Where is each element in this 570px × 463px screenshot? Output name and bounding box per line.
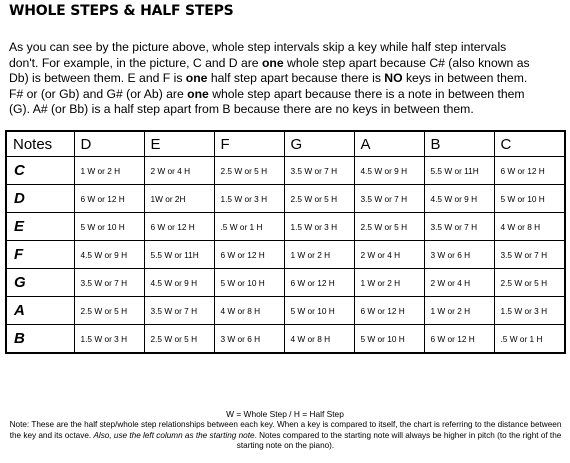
table-cell: 2.5 W or 5 H (494, 269, 565, 297)
table-cell: 5.5 W or 11H (424, 157, 494, 185)
table-cell: 4 W or 8 H (494, 213, 565, 241)
interval-table (5, 130, 566, 354)
row-label: A (6, 297, 74, 325)
emphasis: one (187, 86, 209, 101)
table-cell: 4 W or 8 H (284, 325, 354, 354)
intro-line: As you can see by the picture above, whole step intervals skip a key while half step intervals (9, 40, 507, 54)
table-cell: 5.5 W or 11H (144, 241, 214, 269)
table-cell: 6 W or 12 H (74, 185, 144, 213)
table-cell: 6 W or 12 H (144, 213, 214, 241)
table-cell: 3 W or 6 H (424, 241, 494, 269)
table-cell: 4.5 W or 9 H (354, 157, 424, 185)
table-row (6, 269, 565, 297)
corner-header: Notes (6, 131, 74, 157)
table-cell: 1.5 W or 3 H (214, 185, 284, 213)
table-cell: 2.5 W or 5 H (74, 297, 144, 325)
row-label: D (6, 185, 74, 213)
table-cell: 2.5 W or 5 H (354, 213, 424, 241)
intro-line: half step apart because there is (207, 71, 385, 86)
row-label: B (6, 325, 74, 354)
table-cell: 2 W or 4 H (354, 241, 424, 269)
table-cell: 3.5 W or 7 H (144, 297, 214, 325)
table-cell: 1 W or 2 H (74, 157, 144, 185)
row-label: F (6, 241, 74, 269)
intro-line: don't. For example, in the picture, C and D are (9, 55, 262, 70)
table-cell: 1W or 2H (144, 185, 214, 213)
intro-line: F# or (or Gb) and G# (or Ab) are (9, 86, 188, 101)
footnote-text: . Notes compared to the starting note will always be higher in pitch (to the right of the starting note on the piano). (236, 430, 562, 451)
table-cell: 1.5 W or 3 H (494, 297, 565, 325)
intro-line: keys in between them. (402, 71, 528, 86)
intro-line: (G). A# (or Bb) is a half step apart from B because there are no keys in between them. (9, 102, 474, 117)
table-cell: 1.5 W or 3 H (74, 325, 144, 354)
table-cell: 1 W or 2 H (424, 297, 494, 325)
table-cell: 3.5 W or 7 H (354, 185, 424, 213)
page-title: WHOLE STEPS & HALF STEPS (9, 3, 234, 19)
intro-paragraph (9, 40, 561, 118)
intro-line: whole step apart because there is a note in between them (208, 86, 525, 101)
emphasis: one (185, 71, 208, 86)
legend: W = Whole Step / H = Half Step (226, 409, 344, 419)
table-cell: 4.5 W or 9 H (144, 269, 214, 297)
table-cell: 2 W or 4 H (424, 269, 494, 297)
table-cell: 3.5 W or 7 H (424, 213, 494, 241)
table-cell: 5 W or 10 H (214, 269, 284, 297)
column-header: G (284, 131, 354, 157)
row-label: G (6, 269, 74, 297)
column-header: C (494, 131, 565, 157)
row-label: C (6, 157, 74, 185)
table-row (6, 157, 565, 185)
column-header: F (214, 131, 284, 157)
table-cell: .5 W or 1 H (214, 213, 284, 241)
row-label: E (6, 213, 74, 241)
table-row (6, 297, 565, 325)
table-cell: 6 W or 12 H (354, 297, 424, 325)
table-cell: 2.5 W or 5 H (284, 185, 354, 213)
table-cell: 6 W or 12 H (284, 269, 354, 297)
footnote-italic: Also, use the left column as the starting note (93, 430, 255, 440)
table-cell: 3 W or 6 H (214, 325, 284, 354)
column-header: E (144, 131, 214, 157)
column-header: B (424, 131, 494, 157)
table-cell: 3.5 W or 7 H (284, 157, 354, 185)
footnote (9, 420, 562, 452)
column-header: D (74, 131, 144, 157)
table-cell: 6 W or 12 H (214, 241, 284, 269)
table-cell: 4.5 W or 9 H (424, 185, 494, 213)
table-cell: 6 W or 12 H (424, 325, 494, 354)
table-row (6, 185, 565, 213)
table-cell: 3.5 W or 7 H (494, 241, 565, 269)
table-cell: 4.5 W or 9 H (74, 241, 144, 269)
table-cell: 3.5 W or 7 H (74, 269, 144, 297)
table-cell: 1.5 W or 3 H (284, 213, 354, 241)
table-cell: 2.5 W or 5 H (214, 157, 284, 185)
table-cell: 4 W or 8 H (214, 297, 284, 325)
table-cell: 6 W or 12 H (494, 157, 565, 185)
footnote-text: Note: These are the half step/whole step relationships between each key. When a key is compared to itself, the chart is referring to the distance between the key and its octave. (9, 420, 562, 440)
table-cell: 5 W or 10 H (354, 325, 424, 354)
table-row (6, 325, 565, 354)
intro-line: Db) is between them. E and F is (9, 71, 186, 86)
table-cell: 5 W or 10 H (284, 297, 354, 325)
emphasis: one (261, 55, 284, 70)
table-cell: 1 W or 2 H (284, 241, 354, 269)
table-cell: 5 W or 10 H (494, 185, 565, 213)
table-cell: 2 W or 4 H (144, 157, 214, 185)
column-header: A (354, 131, 424, 157)
table-row (6, 241, 565, 269)
table-cell: 2.5 W or 5 H (144, 325, 214, 354)
table-row (6, 213, 565, 241)
table-header-row (6, 131, 565, 157)
emphasis: NO (384, 71, 403, 86)
table-cell: 5 W or 10 H (74, 213, 144, 241)
intro-line: whole step apart because C# (also known as (283, 55, 530, 70)
table-cell: .5 W or 1 H (494, 325, 565, 354)
table-cell: 1 W or 2 H (354, 269, 424, 297)
